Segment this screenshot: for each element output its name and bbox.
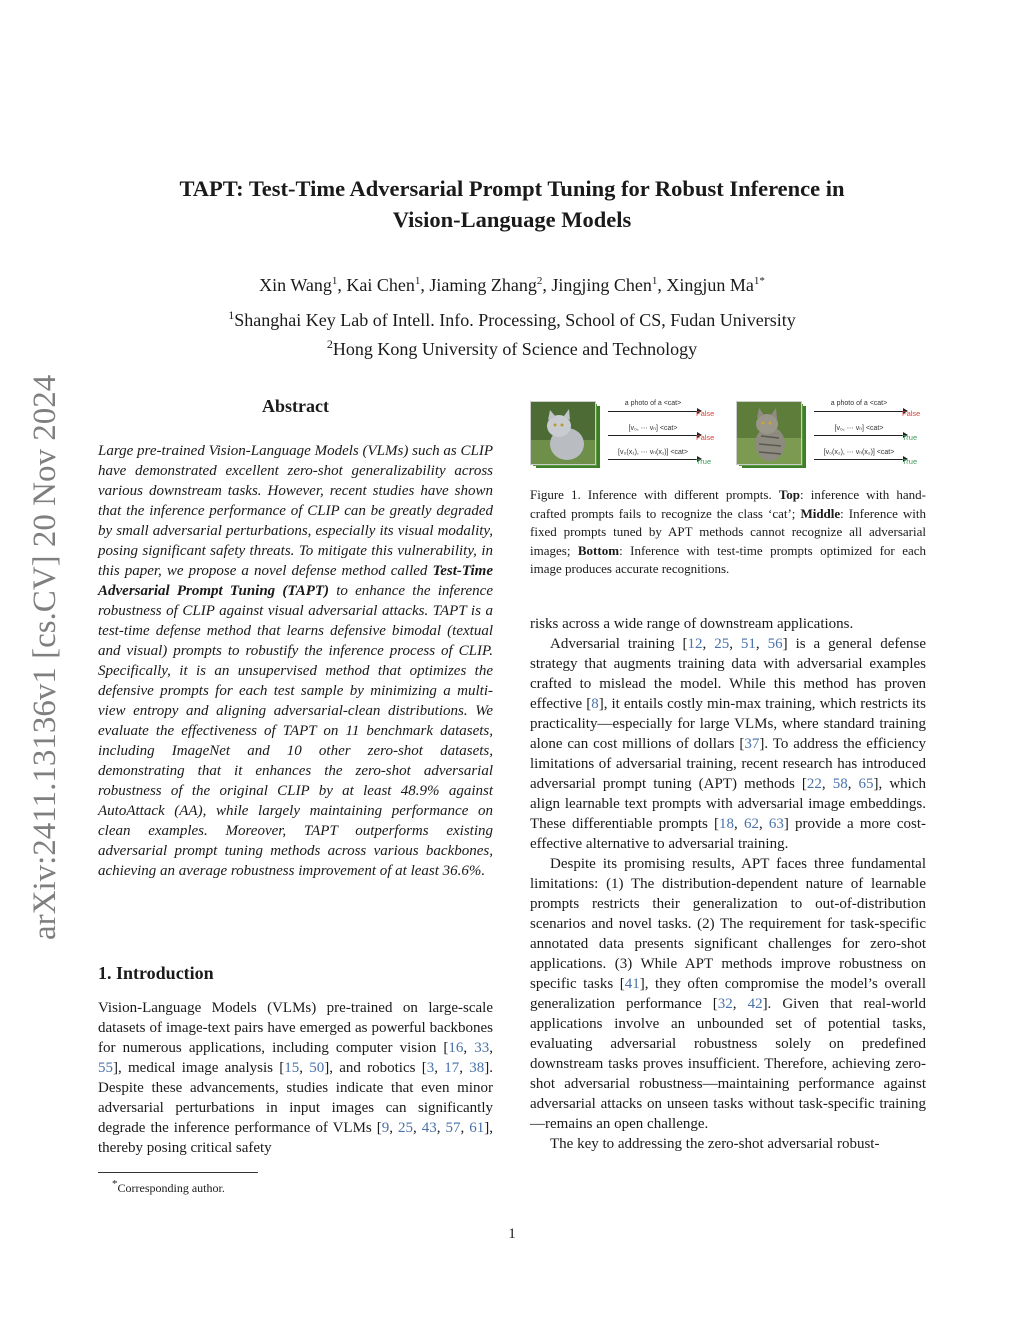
affiliation-text: Hong Kong University of Science and Technology (332, 339, 698, 359)
author-separator: , (657, 275, 667, 295)
author-name: Kai Chen (346, 275, 415, 295)
affiliation-line (100, 332, 924, 361)
body-text: ] is a general defense strategy that augments training data with adversarial examples crafted to mislead the model. While this method has proven effective [ (530, 636, 927, 712)
body-text: ], medical image analysis [ (113, 1060, 285, 1076)
arrow-icon (608, 459, 698, 460)
citation-group: 15, 50 (284, 1060, 325, 1076)
prediction-result: False (696, 409, 715, 418)
citation-link[interactable]: 56 (767, 636, 783, 652)
citation-link[interactable]: 42 (747, 996, 763, 1012)
paragraph-continuation: risks across a wide range of downstream applications. (530, 616, 854, 632)
caption-bold: Bottom (577, 542, 620, 558)
arxiv-identifier-stamp: arXiv:2411.13136v1 [cs.CV] 20 Nov 2024 (27, 374, 63, 940)
author-affiliation-mark: 2 (536, 275, 543, 287)
prompt-row-test-time (812, 448, 930, 472)
page-number: 1 (508, 1226, 516, 1242)
body-text: ]. To address the efficiency limitations of adversarial training, recent research has introduced adversarial prompt tuning (APT) methods [ (530, 736, 926, 792)
prompt-label: [v₀(x₁), ⋯ vₙ(x₁)] <cat> (618, 449, 688, 456)
abstract-text: to enhance the inference robustness of CLIP against visual adversarial attacks. TAPT is a test-time defense method that learns defensive bimodal (textual and visual) prompts to robustify the inference process of CLIP. Specifically, it is an unsupervised method that optimizes the defensive prompts for each test sample by minimizing a multi-view entropy and aligning adversarial-clean distributions. We evaluate the effectiveness of TAPT on 11 benchmark datasets, including ImageNet and 10 other zero-shot datasets, demonstrating that it enhances the zero-shot adversarial robustness of the original CLIP by at least 48.9% against AutoAttack (AA), while largely maintaining performance on clean examples. Moreover, TAPT outperforms existing adversarial prompt tuning methods across various backbones, achieving an average robustness improvement of at least 36.6%. (98, 583, 493, 879)
body-text: ], which align learnable text prompts with adversarial image embeddings. These differentiable prompts [ (530, 776, 926, 832)
caption-bold: Top (778, 487, 801, 502)
introduction-paragraph (98, 998, 493, 1158)
citation-link[interactable]: 41 (624, 976, 640, 992)
arrow-icon (814, 459, 904, 460)
citation-group: 22, 58, 65 (806, 776, 874, 792)
body-text: ], it entails costly min-max training, which restricts its practicality—especially for large VLMs, where standard training alone can cost millions of dollars [ (530, 696, 926, 752)
citation-link[interactable]: 17 (444, 1060, 460, 1076)
author-name: Xin Wang (259, 275, 332, 295)
affiliation-text: Shanghai Key Lab of Intell. Info. Processing, School of CS, Fudan University (234, 310, 796, 330)
tabby-cat-photo (736, 401, 802, 465)
citation-group: 9, 25, 43, 57, 61 (381, 1120, 485, 1136)
prediction-result: True (902, 457, 918, 466)
author-name: Xingjun Ma (666, 275, 754, 295)
right-column-body (530, 614, 926, 1154)
citation-link[interactable]: 15 (284, 1060, 300, 1076)
prediction-result: False (902, 409, 921, 418)
prompt-row-test-time (606, 448, 724, 472)
body-text: ]. Given that real-world applications involve an unbounded set of potential tasks, evaluating adversarial robustness solely on predefined downstream tasks proves insufficient. Therefore, achieving zero-shot adversarial robustness—maintaining performance against adversarial attacks on unseen tasks without task-specific training—remains an open challenge. (530, 996, 926, 1132)
citation-group (744, 736, 759, 752)
footnote-mark: * (112, 1178, 118, 1190)
abstract-text: Large pre-trained Vision-Language Models (VLMs) such as CLIP have demonstrated excellent zero-shot generalizability across various downstream tasks. However, recent studies have shown that the inference performance of CLIP can be greatly degraded by small adversarial perturbations, especially its visual modality, posing significant safety threats. To mitigate this vulnerability, in this paper, we propose a novel defense method called (98, 443, 493, 579)
citation-link[interactable]: 18 (719, 816, 735, 832)
arrow-icon (814, 411, 904, 412)
prompt-row-handcrafted (812, 400, 930, 424)
prompt-row-fixed-apt (606, 424, 724, 448)
citation-link[interactable]: 12 (687, 636, 703, 652)
citation-link[interactable]: 61 (469, 1120, 485, 1136)
paragraph-apt-limitations (530, 854, 926, 1134)
citation-link[interactable]: 58 (832, 776, 848, 792)
citation-group (591, 696, 599, 712)
footnote (112, 1178, 225, 1196)
prompt-row-handcrafted (606, 400, 724, 424)
citation-group: 18, 62, 63 (719, 816, 784, 832)
citation-link[interactable]: 8 (591, 696, 599, 712)
citation-link[interactable]: 3 (426, 1060, 435, 1076)
citation-link[interactable]: 43 (421, 1120, 437, 1136)
prediction-result: True (696, 457, 712, 466)
citation-group: 16, 33, 55 (98, 1040, 493, 1076)
body-text: ], thereby posing critical safety (98, 1120, 493, 1156)
footnote-text: Corresponding author. (117, 1181, 225, 1195)
citation-link[interactable]: 57 (445, 1120, 461, 1136)
caption-text: Figure 1. Inference with different prompts. (530, 487, 779, 502)
citation-group: 3, 17, 38 (426, 1060, 485, 1076)
citation-link[interactable]: 51 (740, 636, 756, 652)
body-text: Despite its promising results, APT faces three fundamental limitations: (1) The distribution-dependent nature of learnable prompts restricts their generalization to out-of-distribution scenarios and novel tasks. (2) The requirement for task-specific annotated data presents significant challenges for zero-shot applications. (3) While APT methods improve robustness on specific tasks [ (530, 856, 926, 992)
prompt-label: [v₀, ⋯ vₙ] <cat> (628, 425, 678, 432)
paragraph-key-idea: The key to addressing the zero-shot adversarial robust- (550, 1136, 880, 1152)
prompt-label: a photo of a <cat> (830, 400, 888, 407)
affiliation-number: 1 (228, 308, 235, 322)
paper-title (100, 173, 924, 235)
body-text: ], they often compromise the model’s overall generalization performance [ (530, 976, 927, 1012)
citation-link[interactable]: 62 (743, 816, 759, 832)
citation-link[interactable]: 16 (448, 1040, 464, 1056)
figure-panel-left (530, 396, 725, 476)
author-affiliation-mark: 1 (414, 275, 421, 287)
paragraph-adversarial-training (530, 634, 926, 854)
caption-bold: Middle (800, 505, 841, 521)
citation-link[interactable]: 65 (858, 776, 874, 792)
author-name: Jiaming Zhang (429, 275, 537, 295)
caption-text: : Inference with test-time prompts optimized for each image produces accurate recognitions. (530, 542, 926, 576)
citation-link[interactable]: 22 (806, 776, 822, 792)
arrow-icon (814, 435, 904, 436)
body-text: Vision-Language Models (VLMs) pre-trained on large-scale datasets of image-text pairs have emerged as powerful backbones for numerous applications, including computer vision [ (98, 1000, 493, 1056)
footnote-divider (98, 1172, 258, 1173)
figure-caption (530, 486, 926, 579)
citation-link[interactable]: 50 (309, 1060, 325, 1076)
prompt-row-fixed-apt (812, 424, 930, 448)
body-text: ]. Despite these advancements, studies indicate that even minor adversarial perturbations in input images can significantly degrade the inference performance of VLMs [ (98, 1060, 494, 1136)
citation-link[interactable]: 38 (469, 1060, 485, 1076)
figure-panel-right (736, 396, 931, 476)
prompt-label: [v₀(x₂), ⋯ vₙ(x₂)] <cat> (823, 449, 895, 456)
title-line-2: Vision-Language Models (392, 207, 632, 232)
citation-link[interactable]: 63 (768, 816, 784, 832)
affiliation-number: 2 (326, 337, 333, 351)
arrow-icon (608, 435, 698, 436)
adversarial-image-stack (530, 401, 602, 469)
affiliations (100, 303, 924, 361)
affiliation-line (100, 303, 924, 332)
prediction-result: True (902, 433, 918, 442)
body-text: Adversarial training [ (550, 636, 688, 652)
prompt-label: a photo of a <cat> (624, 400, 682, 407)
citation-link[interactable]: 25 (398, 1120, 413, 1136)
author-separator: , (337, 275, 347, 295)
author-separator: , (420, 275, 430, 295)
author-affiliation-mark: 1 (651, 275, 658, 287)
citation-link[interactable]: 32 (717, 996, 733, 1012)
prompt-label: [v₀, ⋯ vₙ] <cat> (834, 425, 884, 432)
citation-link[interactable]: 9 (381, 1120, 390, 1136)
author-affiliation-mark: 1 (331, 275, 338, 287)
prediction-result: False (696, 433, 715, 442)
body-text: ] provide a more cost-effective alternative to adversarial training. (530, 816, 926, 852)
citation-link[interactable]: 25 (714, 636, 730, 652)
title-line-1: TAPT: Test-Time Adversarial Prompt Tuning for Robust Inference in (179, 176, 845, 201)
section-heading-introduction: 1. Introduction (98, 963, 214, 983)
abstract-body (98, 441, 493, 881)
caption-text: : Inference with fixed prompts tuned by APT methods cannot recognize all adversarial images; (530, 505, 927, 558)
arrow-icon (608, 411, 698, 412)
author-name: Jingjing Chen (551, 275, 652, 295)
citation-group: 32, 42 (717, 996, 763, 1012)
figure-1 (530, 396, 926, 476)
citation-link[interactable]: 33 (474, 1040, 490, 1056)
grey-cat-photo (530, 401, 596, 465)
caption-text: : inference with hand-crafted prompts fails to recognize the class ‘cat’; (530, 487, 926, 521)
author-affiliation-mark: 1* (753, 275, 765, 287)
abstract-method-name: Test-Time Adversarial Prompt Tuning (TAPT) (98, 563, 493, 599)
author-separator: , (542, 275, 552, 295)
abstract-heading: Abstract (262, 396, 329, 416)
citation-group: 12, 25, 51, 56 (687, 636, 783, 652)
body-text: ], and robotics [ (324, 1060, 427, 1076)
citation-link[interactable]: 55 (98, 1060, 113, 1076)
adversarial-image-stack (736, 401, 808, 469)
citation-group (625, 976, 640, 992)
author-list (100, 268, 924, 298)
citation-link[interactable]: 37 (744, 736, 760, 752)
